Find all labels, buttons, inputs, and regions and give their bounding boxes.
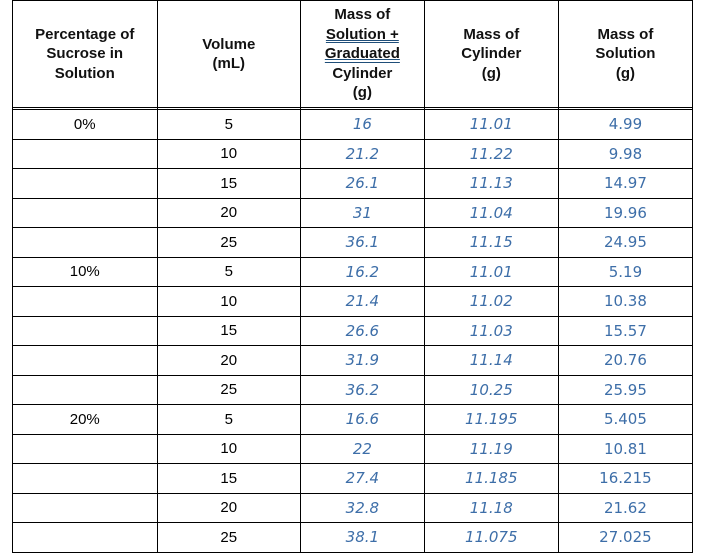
- header-row: [13, 1, 693, 108]
- table-row: [13, 464, 693, 494]
- table-row: [13, 375, 693, 405]
- table-body: [13, 110, 693, 553]
- percentage-cell: [13, 198, 158, 228]
- volume-cell: 20: [157, 198, 300, 228]
- percentage-cell: [13, 316, 158, 346]
- table-row: [13, 169, 693, 199]
- percentage-cell: [13, 375, 158, 405]
- mass-solution-cell: 14.97: [558, 169, 692, 199]
- mass-solution-cell: 20.76: [558, 346, 692, 376]
- percentage-cell: [13, 169, 158, 199]
- mass-solution-cylinder-cell: 21.2: [301, 139, 425, 169]
- percentage-cell: [13, 346, 158, 376]
- mass-solution-cell: 5.405: [558, 405, 692, 435]
- table-row: [13, 493, 693, 523]
- header-msc-line: (g): [352, 84, 372, 102]
- table-row: [13, 257, 693, 287]
- percentage-cell: [13, 523, 158, 553]
- volume-cell: 10: [157, 287, 300, 317]
- mass-solution-cell: 19.96: [558, 198, 692, 228]
- mass-solution-cylinder-cell: 27.4: [301, 464, 425, 494]
- header-volume: [157, 1, 300, 108]
- volume-cell: 25: [157, 375, 300, 405]
- mass-solution-cell: 24.95: [558, 228, 692, 258]
- table-row: [13, 405, 693, 435]
- percentage-cell: 20%: [13, 405, 158, 435]
- table-row: [13, 198, 693, 228]
- volume-cell: 5: [157, 405, 300, 435]
- header-volume-line: Volume: [202, 35, 256, 53]
- mass-cylinder-cell: 11.15: [424, 228, 558, 258]
- mass-solution-cylinder-cell: 26.6: [301, 316, 425, 346]
- mass-solution-cylinder-cell: 36.2: [301, 375, 425, 405]
- mass-cylinder-cell: 11.02: [424, 287, 558, 317]
- header-percentage-line: Solution: [54, 64, 115, 82]
- header-percentage-line: Sucrose in: [46, 45, 124, 63]
- mass-solution-cylinder-cell: 38.1: [301, 523, 425, 553]
- mass-solution-cylinder-cell: 32.8: [301, 493, 425, 523]
- mass-solution-cylinder-cell: 16.6: [301, 405, 425, 435]
- percentage-cell: 10%: [13, 257, 158, 287]
- header-ms-line: (g): [615, 64, 635, 82]
- mass-solution-cell: 25.95: [558, 375, 692, 405]
- table-row: [13, 346, 693, 376]
- table-row: [13, 434, 693, 464]
- header-mass-solution-cylinder: [301, 1, 425, 108]
- header-mc-line: (g): [481, 64, 501, 82]
- volume-cell: 20: [157, 493, 300, 523]
- table-row: [13, 316, 693, 346]
- volume-cell: 10: [157, 139, 300, 169]
- volume-cell: 20: [157, 346, 300, 376]
- header-percentage-line: Percentage of: [35, 25, 135, 43]
- table-row: [13, 139, 693, 169]
- volume-cell: 5: [157, 257, 300, 287]
- mass-solution-cell: 10.81: [558, 434, 692, 464]
- volume-cell: 25: [157, 523, 300, 553]
- mass-solution-cylinder-cell: 36.1: [301, 228, 425, 258]
- mass-solution-cell: 4.99: [558, 110, 692, 140]
- mass-solution-cylinder-cell: 31: [301, 198, 425, 228]
- mass-cylinder-cell: 11.185: [424, 464, 558, 494]
- sucrose-data-table: [12, 0, 693, 553]
- header-ms-line: Mass of: [597, 25, 654, 43]
- mass-solution-cylinder-cell: 22: [301, 434, 425, 464]
- mass-cylinder-cell: 11.04: [424, 198, 558, 228]
- table-row: [13, 523, 693, 553]
- volume-cell: 10: [157, 434, 300, 464]
- table-row: [13, 110, 693, 140]
- mass-cylinder-cell: 11.075: [424, 523, 558, 553]
- percentage-cell: [13, 434, 158, 464]
- header-msc-line: Solution +: [325, 25, 399, 43]
- percentage-cell: [13, 228, 158, 258]
- header-percentage: [13, 1, 158, 108]
- mass-cylinder-cell: 11.13: [424, 169, 558, 199]
- percentage-cell: 0%: [13, 110, 158, 140]
- header-msc-line: Graduated: [324, 45, 400, 63]
- table-row: [13, 287, 693, 317]
- mass-solution-cell: 27.025: [558, 523, 692, 553]
- mass-solution-cell: 15.57: [558, 316, 692, 346]
- mass-cylinder-cell: 11.195: [424, 405, 558, 435]
- volume-cell: 15: [157, 316, 300, 346]
- header-msc-line: Cylinder: [332, 64, 393, 82]
- header-msc-line: Mass of: [334, 6, 391, 24]
- header-ms-line: Solution: [595, 45, 656, 63]
- mass-solution-cell: 9.98: [558, 139, 692, 169]
- percentage-cell: [13, 464, 158, 494]
- header-volume-line: (mL): [212, 55, 245, 72]
- header-mc-line: Mass of: [463, 25, 520, 43]
- mass-solution-cylinder-cell: 21.4: [301, 287, 425, 317]
- volume-cell: 15: [157, 169, 300, 199]
- mass-solution-cylinder-cell: 26.1: [301, 169, 425, 199]
- mass-solution-cylinder-cell: 16.2: [301, 257, 425, 287]
- mass-solution-cell: 5.19: [558, 257, 692, 287]
- volume-cell: 25: [157, 228, 300, 258]
- mass-solution-cell: 16.215: [558, 464, 692, 494]
- table-row: [13, 228, 693, 258]
- percentage-cell: [13, 139, 158, 169]
- mass-cylinder-cell: 11.14: [424, 346, 558, 376]
- mass-cylinder-cell: 11.01: [424, 257, 558, 287]
- mass-solution-cylinder-cell: 31.9: [301, 346, 425, 376]
- header-mass-cylinder: [424, 1, 558, 108]
- mass-cylinder-cell: 11.01: [424, 110, 558, 140]
- percentage-cell: [13, 287, 158, 317]
- volume-cell: 5: [157, 110, 300, 140]
- percentage-cell: [13, 493, 158, 523]
- mass-cylinder-cell: 10.25: [424, 375, 558, 405]
- mass-solution-cell: 21.62: [558, 493, 692, 523]
- mass-cylinder-cell: 11.18: [424, 493, 558, 523]
- mass-solution-cell: 10.38: [558, 287, 692, 317]
- header-mass-solution: [558, 1, 692, 108]
- volume-cell: 15: [157, 464, 300, 494]
- mass-cylinder-cell: 11.03: [424, 316, 558, 346]
- mass-cylinder-cell: 11.22: [424, 139, 558, 169]
- header-mc-line: Cylinder: [461, 45, 522, 63]
- mass-solution-cylinder-cell: 16: [301, 110, 425, 140]
- mass-cylinder-cell: 11.19: [424, 434, 558, 464]
